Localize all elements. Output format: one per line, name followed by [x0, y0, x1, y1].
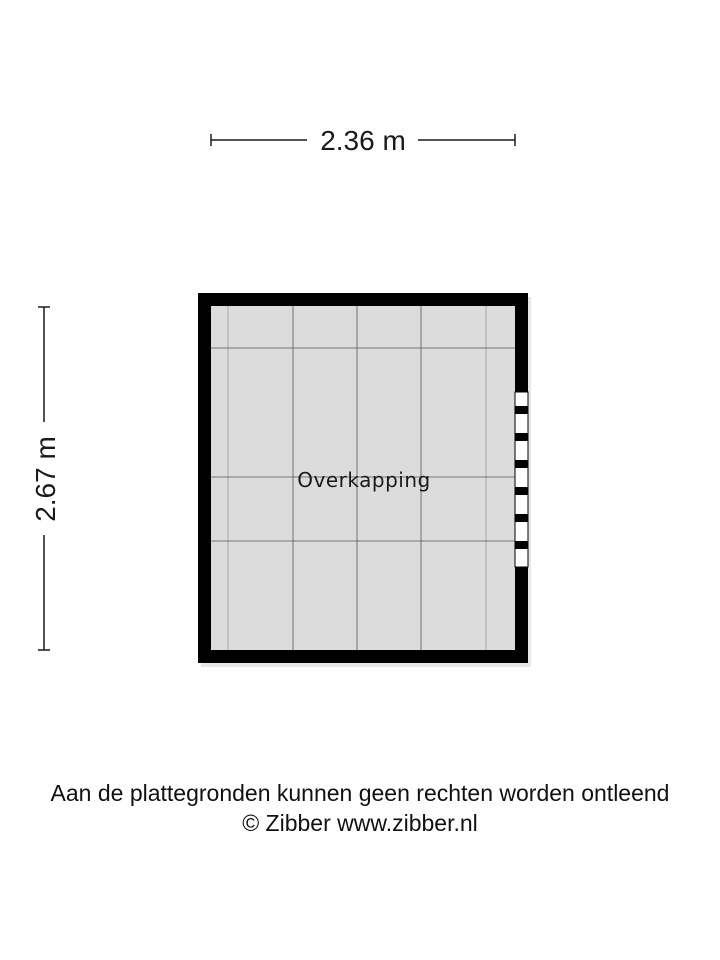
height-dimension-label: 2.67 m — [30, 436, 61, 522]
disclaimer-text: Aan de plattegronden kunnen geen rechten worden ontleend — [50, 780, 670, 806]
copyright-credit: © Zibber www.zibber.nl — [242, 810, 478, 836]
room-label: Overkapping — [297, 468, 431, 492]
width-dimension — [211, 125, 515, 156]
wall-opening-gap — [515, 392, 528, 567]
wall-opening — [515, 392, 528, 567]
room-overkapping — [198, 293, 531, 667]
width-dimension-label: 2.36 m — [320, 125, 406, 156]
height-dimension — [30, 307, 61, 650]
